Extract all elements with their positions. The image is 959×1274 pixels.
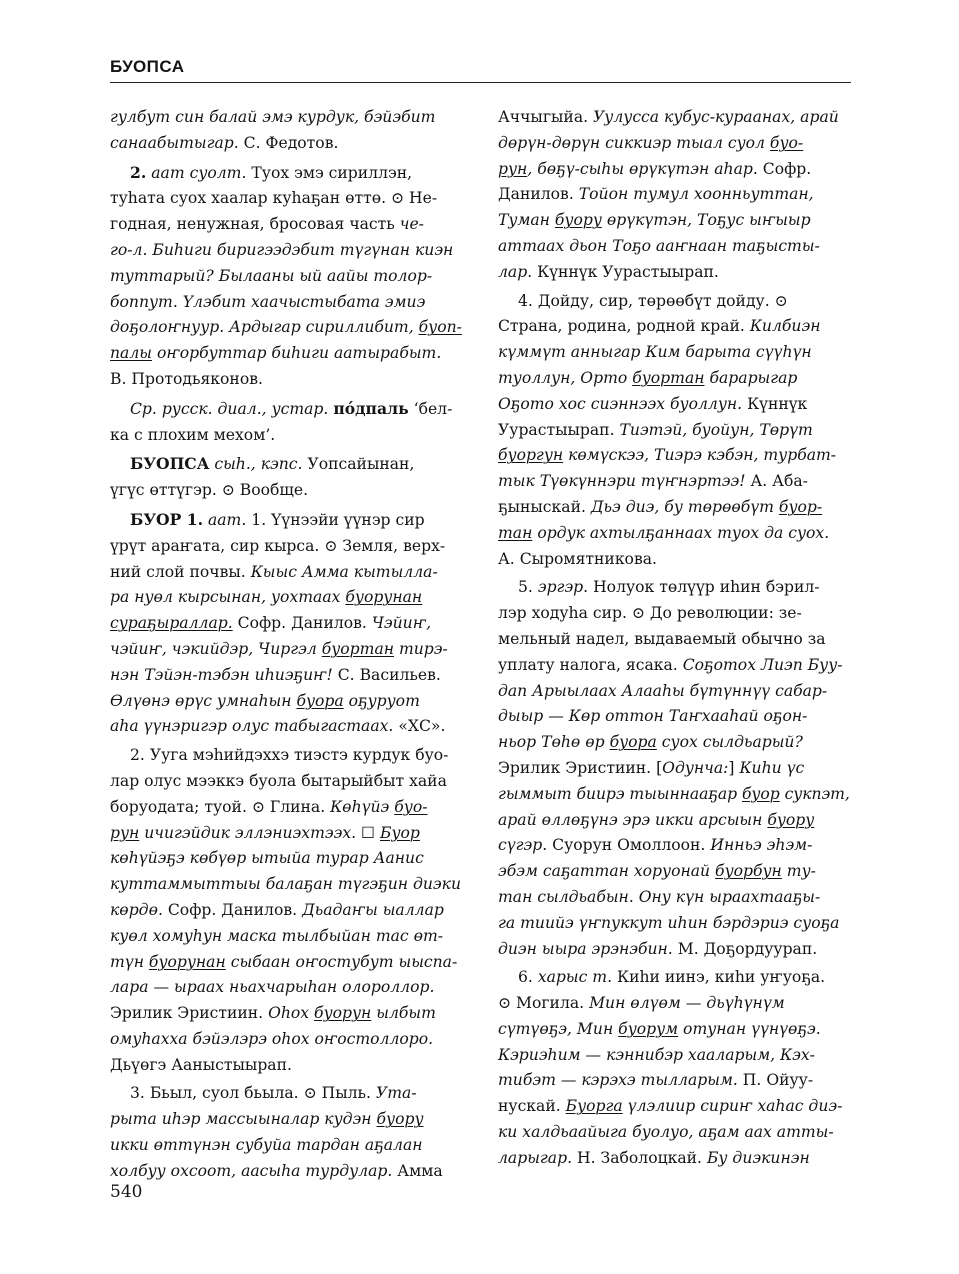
left-column xyxy=(110,105,462,1188)
text-line: годная, ненужная, бросовая часть че- xyxy=(110,215,424,234)
text-line: үрүт араҥата, сир кырса. ⊙ Земля, верх- xyxy=(110,536,446,555)
text-line: ка с плохим мехом’. xyxy=(110,425,276,444)
text-line: туттарый? Былааны ый аайы толор- xyxy=(110,266,433,285)
para-sense-2 xyxy=(110,160,462,393)
text-line: туоллун, Орто буортан барарыгар xyxy=(498,368,798,387)
text-line: доҕолоҥнуур. Ардыгар сириллибит, буоп- xyxy=(110,318,462,337)
text-line: Оҕото хос сиэннээх буоллун. Күннүк xyxy=(498,394,808,413)
text-line: рун ичигэйдик эллэниэхтээх. ☐ Буор xyxy=(110,823,420,842)
page-number: 540 xyxy=(110,1182,143,1202)
text-line: санаабытыгар. С. Федотов. xyxy=(110,133,339,152)
text-line: көрдө. Софр. Данилов. Дьадаҥы ыаллар xyxy=(110,900,444,919)
text-line: холбуу охсоот, аасыһа турдулар. Амма xyxy=(110,1161,443,1180)
text-line: БУОПСА сыһ., кэпс. Уопсайынан, xyxy=(130,454,415,474)
text-line: туһата суох хаалар куһаҕан өттө. ⊙ Не- xyxy=(110,189,438,208)
text-line: рыта иһэр массыыналар кудэн буору xyxy=(110,1110,424,1129)
text-line: 3. Бьыл, суол бьыла. ⊙ Пыль. Ута- xyxy=(130,1084,417,1103)
text-line: Өлүөнэ өрүс умнаһын буора оҕуруот xyxy=(110,691,420,710)
text-line: 2. Ууга мэһийдэххэ тиэстэ курдук буо- xyxy=(130,746,449,765)
text-line: Туман буору өрүкүтэн, Тоҕус ыҥыыр xyxy=(498,211,811,230)
text-line: куттаммыттыы балаҕан түгэҕин диэки xyxy=(110,875,462,894)
text-line: Уурастыырап. Тиэтэй, буойун, Төрүт xyxy=(498,420,813,439)
text-line: тибэт — кэрэхэ тылларым. П. Ойуу- xyxy=(498,1071,814,1090)
text-line: нэн Тэйэн-тэбэн иһиэҕиҥ! С. Васильев. xyxy=(110,665,441,684)
text-line: тан сылдьабын. Ону күн ыраахтааҕы- xyxy=(498,887,821,906)
text-line: го-л. Биһиги биригээдэбит түгүнан киэн xyxy=(110,240,454,259)
text-line: ки халдьаайыга буолуо, аҕам аах атты- xyxy=(498,1123,834,1142)
text-line: гулбут син балай эмэ курдук, бэйэбит xyxy=(110,108,436,126)
text-line: арай өллөҕүнэ эрэ икки арсыын буору xyxy=(498,810,815,829)
para-entry-buopsa xyxy=(110,451,462,504)
text-line: дап Арыылаах Алааһы бүтүннүү сабар- xyxy=(498,681,828,700)
text-line: тык Түөкүннэри түҥнэртээ! А. Аба- xyxy=(498,472,808,491)
text-line: Кэриэһим — кэннибэр хааларым, Кэх- xyxy=(498,1045,815,1064)
text-line: сүгэр. Суорун Омоллоон. Инньэ эһэм- xyxy=(498,836,813,855)
text-line: тан ордук ахтылҕаннаах туох да суох. xyxy=(498,523,830,542)
text-line: дыыр — Көр оттон Таҥхааһай оҕон- xyxy=(498,707,808,726)
text-line: нускай. Буорга үлэлиир сириҥ хаһас диэ- xyxy=(498,1097,843,1116)
para-entry-buor xyxy=(110,507,462,740)
text-line: түн буорунан сыбаан оҥостубут ыыспа- xyxy=(110,952,458,971)
text-line: чэйиҥ, чэкийдэр, Чиргэл буортан тирэ- xyxy=(110,639,448,658)
text-line: Ср. русск. диал., устар. по́дпаль ‘бел- xyxy=(130,398,453,418)
para-buor-3-cont xyxy=(498,105,850,286)
text-line: лара — ыраах ньахчарыһан олороллор. xyxy=(110,978,435,997)
text-line: палы оҥорбуттар биһиги аатырабыт. xyxy=(110,344,442,363)
text-line: 5. эргэр. Нолуок төлүүр иһин бэрил- xyxy=(518,578,820,597)
right-column xyxy=(498,105,850,1175)
text-line: Эрилик Эристиин. Оһох буорун ылбыт xyxy=(110,1004,436,1023)
text-line: рун, бөҕү-сыһы өрүкүтэн аһар. Софр. xyxy=(498,159,812,178)
running-head: БУОПСА xyxy=(110,57,185,76)
text-line: БУОР 1. аат. 1. Үүнээйи үүнэр сир xyxy=(130,509,425,529)
para-intro-cont xyxy=(110,105,462,157)
text-line: сураҕыраллар. Софр. Данилов. Чэйиҥ, xyxy=(110,614,432,633)
text-line: аттаах дьон Тоҕо ааҥнаан таҕысты- xyxy=(498,236,820,255)
text-line: күммүт анныгар Ким барыта сүүһүн xyxy=(498,343,812,362)
text-line: Эрилик Эристиин. [Одунча:] Киһи үс xyxy=(498,758,805,777)
text-line: Дьүөгэ Ааныстыырап. xyxy=(110,1055,292,1074)
text-line: Аччыгыйа. Уулусса кубус-кураанах, арай xyxy=(498,108,839,126)
text-line: гыммыт биирэ тыыннааҕар буор сукпэт, xyxy=(498,784,850,803)
para-buor-3 xyxy=(110,1081,462,1184)
text-line: көһүйэҕэ көбүөр ытыйа турар Аанис xyxy=(110,849,424,868)
text-line: 6. харыс т. Киһи иинэ, киһи уҥуоҕа. xyxy=(518,968,826,987)
text-line: уплату налога, ясака. Соҕотох Лиэп Буу- xyxy=(498,655,843,674)
text-line: Данилов. Тойон тумул хоонньуттан, xyxy=(498,185,814,204)
text-line: үгүс өттүгэр. ⊙ Вообще. xyxy=(110,481,309,500)
para-buor-5 xyxy=(498,575,850,962)
text-line: ларыгар. Н. Заболоцкай. Бу диэкинэн xyxy=(498,1148,810,1167)
text-line: мельный надел, выдаваемый обычно за xyxy=(498,629,826,648)
text-line: куөл хомуһун маска тылбыйан тас өт- xyxy=(110,926,444,945)
para-buor-6 xyxy=(498,965,850,1171)
text-line: диэн ыыра эрэнэбин. М. Доҕордуурап. xyxy=(498,939,818,958)
text-line: ҕыныскай. Дьэ диэ, бу төрөөбүт буор- xyxy=(498,497,823,516)
text-line: 4. Дойду, сир, төрөөбүт дойду. ⊙ xyxy=(518,291,788,310)
text-line: лар. Күннүк Уурастыырап. xyxy=(498,262,719,281)
text-line: аһа үүнэригэр олус табыгастаах. «ХС». xyxy=(110,717,446,736)
text-line: ⊙ Могила. Мин өлүөм — дьүһүнүм xyxy=(498,994,785,1013)
text-line: боруодата; туой. ⊙ Глина. Көһүйэ буо- xyxy=(110,797,428,816)
text-line: лэр ходуһа сир. ⊙ До революции: зе- xyxy=(498,604,802,623)
para-buor-4 xyxy=(498,289,850,573)
text-line: икки өттүнэн субуйа тардан аҕалан xyxy=(110,1136,423,1155)
text-line: буоргун көмүскээ, Тиэрэ кэбэн, турбат- xyxy=(498,446,837,465)
text-line: ньор Төһө өр буора суох сылдьарый? xyxy=(498,733,803,752)
text-line: ра нуөл кырсынан, уохтаах буорунан xyxy=(110,588,423,607)
text-line: дөрүн-дөрүн сиккиэр тыал суол буо- xyxy=(498,133,804,152)
text-line: боппут. Үлэбит хаачыстыбата эмиэ xyxy=(110,292,426,311)
text-line: 2. аат суолт. Туох эмэ сириллэн, xyxy=(130,162,413,182)
para-buor-2 xyxy=(110,743,462,1078)
header-rule xyxy=(110,82,851,83)
text-line: А. Сыромятникова. xyxy=(498,549,657,568)
text-line: В. Протодьяконов. xyxy=(110,369,263,388)
text-line: лар олус мээккэ буола бытарыйбыт хайа xyxy=(110,771,447,790)
text-line: омуһахха бэйэлэрэ оһох оҥостоллоро. xyxy=(110,1029,434,1048)
para-etymology xyxy=(110,396,462,449)
text-line: сүтүөҕэ, Мин буорум отунан үүнүөҕэ. xyxy=(498,1019,821,1038)
text-line: ний слой почвы. Кыыс Амма кытылла- xyxy=(110,562,438,581)
text-line: га тиийэ үҥпуккут иһин бэрдэриэ суоҕа xyxy=(498,913,840,932)
text-line: Страна, родина, родной край. Килбиэн xyxy=(498,317,821,336)
text-line: эбэм саҕаттан хоруонай буорбун ту- xyxy=(498,862,816,881)
